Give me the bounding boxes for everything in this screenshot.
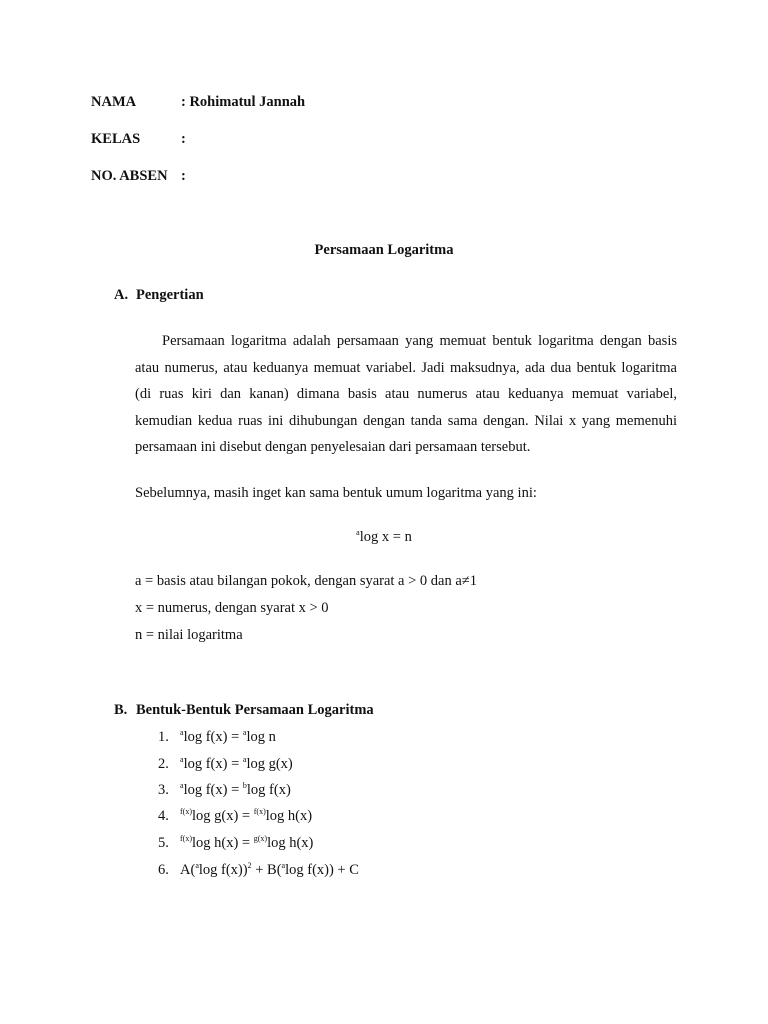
class-row (91, 131, 186, 148)
definition-paragraph: Persamaan logaritma adalah persamaan yang memuat bentuk logaritma dengan basis atau numerus, atau keduanya memuat variabel. Jadi maksudnya, ada dua bentuk logaritma (di ruas kiri dan kanan) dimana basis atau numerus atau keduanya memuat variabel, kemudian kedua ruas ini dihubungan dengan tanda sama dengan. Nilai x yang memenuhi persamaan ini disebut dengan penyelesaian dari persamaan tersebut. (135, 333, 677, 455)
superscript: a (180, 781, 184, 790)
intro-line: Sebelumnya, masih inget kan sama bentuk umum logaritma yang ini: (135, 485, 537, 501)
name-row (91, 94, 305, 111)
superscript: f(x) (180, 807, 192, 816)
formula-text: log f(x)) (198, 862, 248, 878)
formula-text: log f(x)) + C (285, 862, 359, 878)
absen-label: NO. ABSEN (91, 168, 168, 184)
formula-text: log f(x) = (183, 782, 243, 798)
formula-text: log g(x) (246, 756, 293, 772)
absen-row (91, 168, 186, 185)
list-item-number: 3. (158, 782, 169, 798)
section-b-heading (114, 702, 374, 719)
list-item (158, 782, 291, 799)
list-item (158, 835, 313, 852)
formula-text: log f(x) = (183, 756, 243, 772)
superscript: a (195, 861, 199, 870)
superscript: 2 (247, 861, 252, 870)
name-value: : Rohimatul Jannah (181, 94, 306, 110)
definition-n: n = nilai logaritma (135, 627, 243, 643)
section-b-letter: B. (114, 702, 128, 718)
list-item-number: 5. (158, 835, 169, 851)
superscript: a (242, 755, 247, 764)
superscript: a (180, 755, 184, 764)
list-item-number: 2. (158, 756, 169, 772)
list-item-number: 6. (158, 862, 169, 878)
formula-base: a (356, 528, 360, 537)
formula-text: A( (180, 862, 196, 878)
superscript: f(x) (180, 834, 192, 843)
formula-text: log h(x) = (192, 835, 254, 851)
general-formula (0, 529, 768, 546)
list-item-number: 4. (158, 808, 169, 824)
section-a-title: Pengertian (136, 287, 204, 303)
list-item (158, 756, 293, 773)
superscript: g(x) (253, 834, 268, 843)
class-value: : (181, 131, 186, 147)
formula-text: log g(x) = (192, 808, 254, 824)
formula-text: log h(x) (267, 835, 314, 851)
section-a-heading (114, 287, 204, 304)
list-item (158, 862, 359, 879)
superscript: a (242, 728, 247, 737)
superscript: f(x) (253, 807, 266, 816)
formula-body: log x = n (359, 529, 412, 545)
formula-text: + B( (251, 862, 282, 878)
formula-text: log n (246, 729, 276, 745)
list-item (158, 729, 276, 746)
page-title: Persamaan Logaritma (314, 242, 454, 258)
superscript: a (281, 861, 286, 870)
list-item (158, 808, 312, 825)
list-item-number: 1. (158, 729, 169, 745)
formula-text: log h(x) (265, 808, 313, 824)
class-label: KELAS (91, 131, 141, 147)
formula-text: log f(x) (246, 782, 291, 798)
section-a-letter: A. (114, 287, 129, 303)
definition-a: a = basis atau bilangan pokok, dengan syarat a > 0 dan a≠1 (135, 573, 478, 589)
name-label: NAMA (91, 94, 137, 110)
absen-value: : (181, 168, 186, 184)
section-b-title: Bentuk-Bentuk Persamaan Logaritma (136, 702, 374, 718)
superscript: b (242, 781, 247, 790)
formula-text: log f(x) = (183, 729, 243, 745)
superscript: a (180, 728, 184, 737)
definition-x: x = numerus, dengan syarat x > 0 (135, 600, 329, 616)
